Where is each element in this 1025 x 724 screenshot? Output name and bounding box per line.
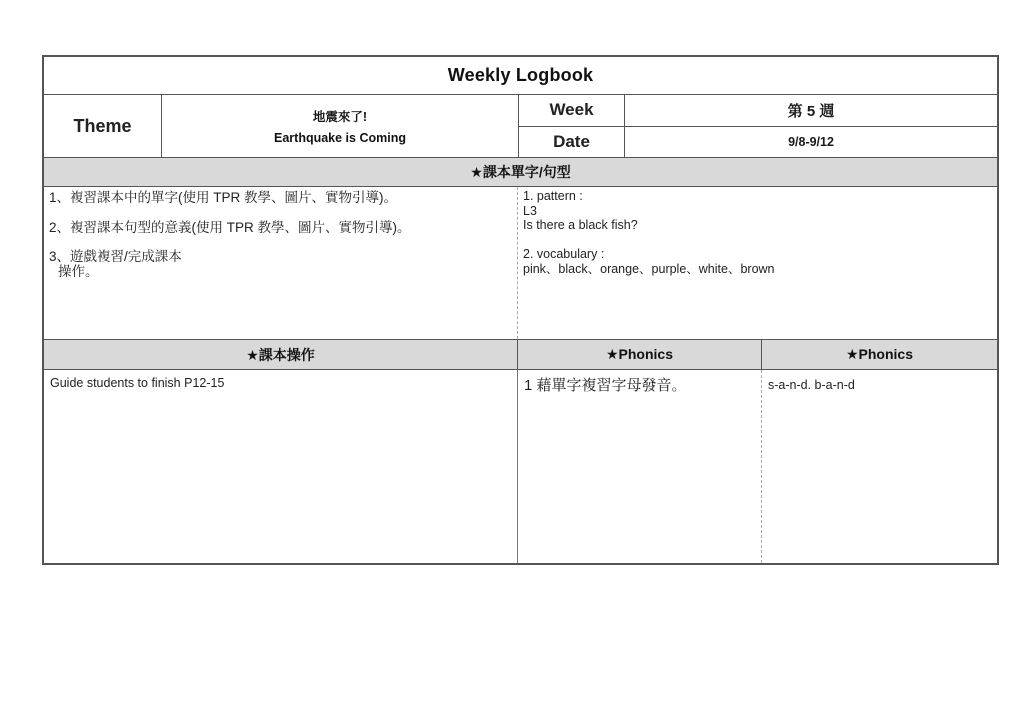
practice-section-banners bbox=[44, 339, 997, 369]
week-value-cell: 第 5 週 bbox=[624, 95, 997, 126]
workbook-task-cell: Guide students to finish P12-15 bbox=[50, 376, 225, 390]
pattern-sentence: Is there a black fish? bbox=[523, 218, 638, 232]
week-row bbox=[518, 95, 997, 126]
week-label-cell: Week bbox=[518, 95, 624, 126]
theme-title-zh: 地震來了! bbox=[312, 110, 368, 124]
theme-detail-cell bbox=[161, 95, 518, 157]
phonics-banner-1: ★Phonics bbox=[517, 340, 761, 369]
date-value-cell: 9/8-9/12 bbox=[624, 127, 997, 158]
header-band bbox=[44, 94, 997, 157]
vocab-teaching-steps-cell bbox=[44, 187, 517, 339]
date-label-cell: Date bbox=[518, 127, 624, 158]
teaching-step-2: 2、複習課本句型的意義(使用 TPR 教學、圖片、實物引導)。 bbox=[49, 219, 411, 235]
week-date-stack bbox=[518, 95, 997, 157]
vocabulary-words: pink、black、orange、purple、white、brown bbox=[523, 261, 775, 276]
practice-content-row bbox=[44, 369, 997, 563]
workbook-banner: ★課本操作 bbox=[246, 346, 315, 363]
theme-label-cell: Theme bbox=[73, 115, 132, 136]
pattern-lesson: L3 bbox=[523, 203, 537, 218]
phonics-examples-cell: s-a-n-d. b-a-n-d bbox=[761, 370, 997, 563]
teaching-step-1: 1、複習課本中的單字(使用 TPR 教學、圖片、實物引導)。 bbox=[49, 190, 398, 205]
teaching-step-3: 3、遊戲複習/完成課本 bbox=[49, 249, 182, 264]
teaching-step-3-cont: 操作。 bbox=[58, 264, 99, 279]
date-row bbox=[518, 126, 997, 158]
vocab-pattern-cell bbox=[517, 187, 997, 339]
page-title: Weekly Logbook bbox=[447, 65, 594, 85]
phonics-activity-cell: 1 藉單字複習字母發音。 bbox=[517, 370, 761, 563]
phonics-banner-2: ★Phonics bbox=[761, 340, 997, 369]
vocab-content-row bbox=[44, 186, 997, 339]
vocab-section-banner: ★課本單字/句型 bbox=[44, 157, 997, 186]
theme-title-en: Earthquake is Coming bbox=[274, 131, 406, 145]
vocabulary-heading: 2. vocabulary : bbox=[523, 247, 605, 261]
pattern-heading: 1. pattern : bbox=[523, 189, 583, 203]
spacer bbox=[523, 233, 991, 248]
title-row bbox=[44, 57, 997, 94]
weekly-logbook-table bbox=[42, 55, 999, 565]
